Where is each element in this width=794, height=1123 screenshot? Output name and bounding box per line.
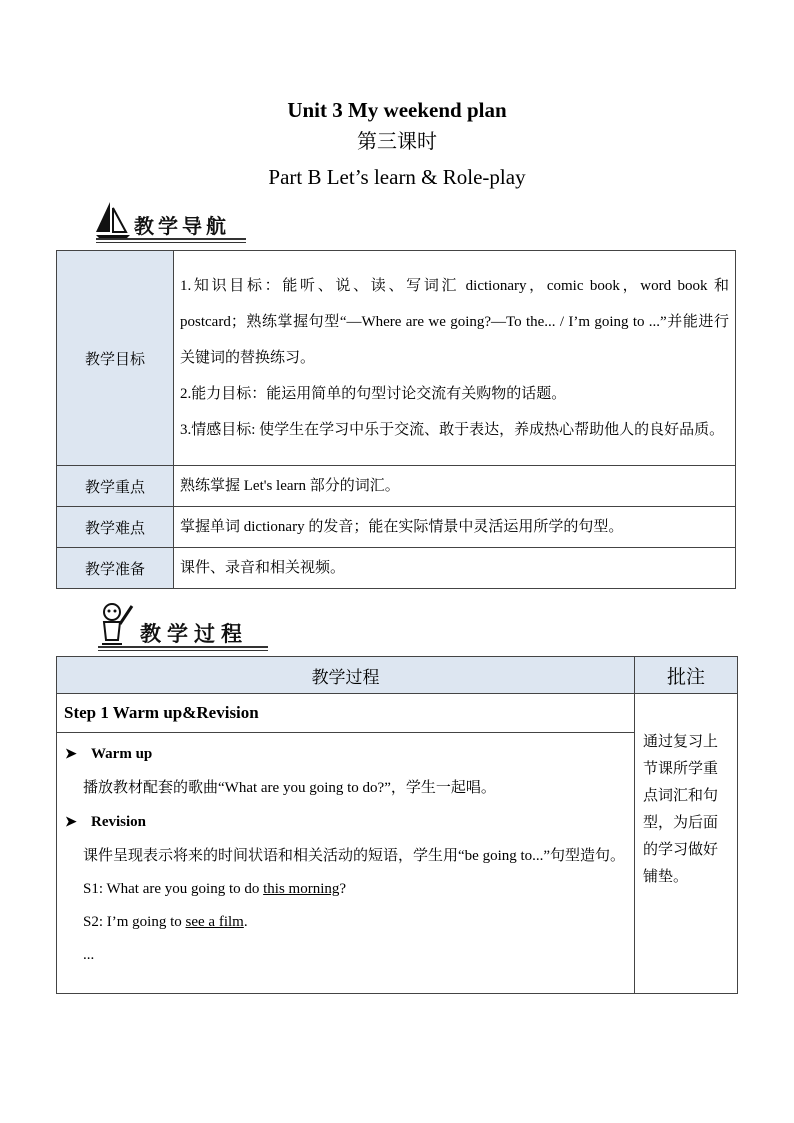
process-table [56, 656, 738, 994]
row-label: 教学目标 [57, 251, 174, 466]
banner-process-text: 教学过程 [140, 622, 248, 646]
row-content: 熟练掌握 Let's learn 部分的词汇。 [174, 466, 736, 507]
dialogue-s1: S1: What are you going to do this morning? [83, 881, 347, 897]
row-label: 教学重点 [57, 466, 174, 507]
goals-table [56, 250, 736, 589]
banner-teaching-process [92, 600, 272, 652]
step-body [57, 733, 635, 994]
pencil-character-icon [92, 600, 136, 650]
header-notes: 批注 [635, 657, 738, 694]
banner-underline-thin [96, 242, 246, 243]
dialogue-s2: S2: I’m going to see a film. [83, 914, 248, 930]
banner-teaching-nav [92, 198, 252, 246]
lesson-part: Part B Let’s learn & Role-play [268, 165, 526, 189]
warm-up-text: 播放教材配套的歌曲“What are you going to do?”，学生一起唱。 [83, 780, 496, 796]
banner-underline [98, 646, 268, 648]
revision-heading: ➤ Revision [65, 805, 626, 840]
step-title: Step 1 Warm up&Revision [57, 694, 635, 733]
table-row [57, 507, 736, 548]
goal-ability: 2.能力目标：能运用简单的句型讨论交流有关购物的话题。 [180, 386, 567, 402]
goal-emotion: 3.情感目标: 使学生在学习中乐于交流、敢于表达，养成热心帮助他人的良好品质。 [180, 422, 725, 438]
arrow-bullet-icon: ➤ [65, 815, 77, 830]
table-row [57, 694, 738, 733]
note-cell: 通过复习上节课所学重点词汇和句型，为后面的学习做好铺垫。 [635, 694, 738, 994]
arrow-bullet-icon: ➤ [65, 747, 77, 762]
row-content: 课件、录音和相关视频。 [174, 548, 736, 589]
header-process: 教学过程 [57, 657, 635, 694]
banner-underline [96, 238, 246, 240]
row-content [174, 251, 736, 466]
table-row [57, 251, 736, 466]
warm-up-heading: ➤ Warm up [65, 737, 626, 772]
sailboat-icon [92, 198, 136, 242]
row-label: 教学准备 [57, 548, 174, 589]
banner-underline-thin [98, 650, 268, 651]
table-header-row [57, 657, 738, 694]
revision-text: 课件呈现表示将来的时间状语和相关活动的短语，学生用“be going to...”句型造句。 [83, 848, 626, 864]
title-block [0, 96, 794, 196]
page-title: Unit 3 My weekend plan [287, 98, 507, 122]
row-content: 掌握单词 dictionary 的发音；能在实际情景中灵活运用所学的句型。 [174, 507, 736, 548]
table-row [57, 548, 736, 589]
dialogue-ellipsis: ... [83, 947, 95, 963]
lesson-number: 第三课时 [357, 129, 437, 153]
banner-nav-text: 教学导航 [134, 214, 230, 238]
row-label: 教学难点 [57, 507, 174, 548]
goal-knowledge: 1.知识目标：能听、说、读、写词汇 dictionary，comic book，word book 和 postcard；熟练掌握句型“—Where are we going?—To the... / I’m going to ...”并能进行关键词的替换练习。 [180, 278, 729, 366]
table-row [57, 466, 736, 507]
